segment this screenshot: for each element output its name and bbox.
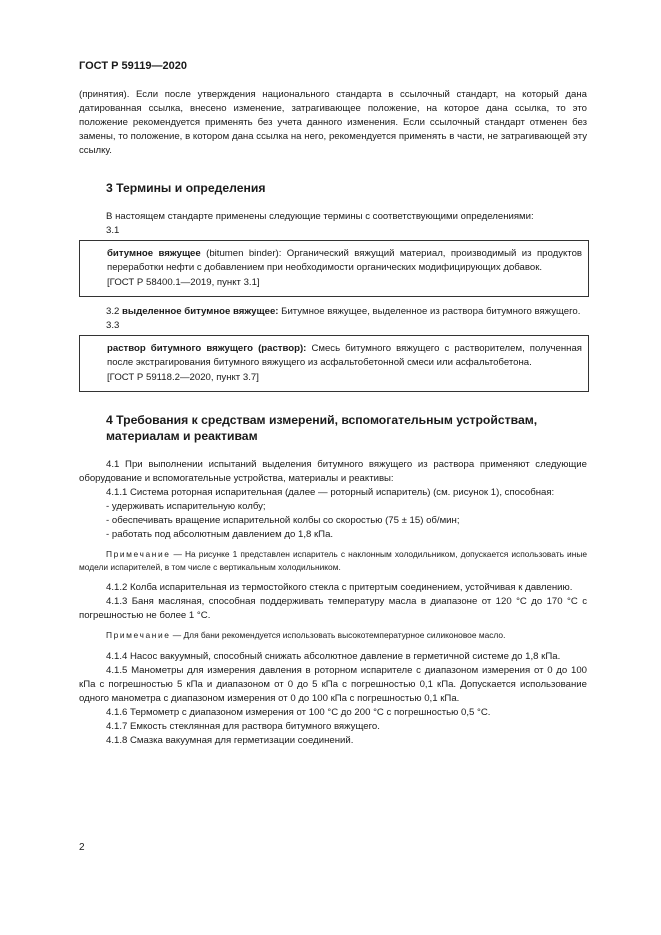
- term-3-1-reference: [ГОСТ Р 58400.1—2019, пункт 3.1]: [107, 277, 260, 288]
- note-2-text: — Для бани рекомендуется использовать высокотемпературное силиконовое масло.: [170, 630, 506, 640]
- section-4-heading-line1: 4 Требования к средствам измерений, вспомогательным устройствам,: [106, 413, 538, 427]
- page-number: 2: [79, 842, 85, 853]
- term-3-1-number: 3.1: [106, 225, 120, 236]
- clause-4-1-4: 4.1.4 Насос вакуумный, способный снижать абсолютное давление в герметичной системе до 1,8 кПа.: [106, 650, 561, 662]
- note-1-text: — На рисунке 1 представлен испаритель с наклонным холодильником, допускается использовать иные модели испарителей, в том числе с вертикальным холодильником.: [79, 549, 587, 572]
- term-3-3-reference: [ГОСТ Р 59118.2—2020, пункт 3.7]: [107, 372, 259, 383]
- term-3-3-definition: [107, 342, 582, 370]
- clause-4-1: 4.1 При выполнении испытаний выделения битумного вяжущего из раствора применяют следующие оборудование и вспомогательные устройства, материалы и реактивы:: [79, 459, 587, 484]
- note-2-label: Примечание: [106, 630, 171, 640]
- note-2: [79, 629, 587, 642]
- clause-4-1-5: 4.1.5 Манометры для измерения давления в роторном испарителе с диапазоном измерения от 0 до 100 кПа с погрешностью 5 кПа и диапазоном от 0 до 5 кПа с погрешностью 0,1 кПа. Допускается использование одного манометра с диапазоном измерения от 0 до 100 кПа с погрешностью 0,1 кПа.: [79, 664, 587, 704]
- term-3-2-number: 3.2: [106, 306, 120, 317]
- term-3-2-paragraph: [79, 305, 587, 319]
- term-3-3-number: 3.3: [106, 320, 120, 331]
- intro-paragraph: (принятия). Если после утверждения национального стандарта в ссылочный стандарт, на который дана датированная ссылка, внесено изменение, затрагивающее положение, на которое дана ссылка, то это положение рекомендуется применять без учета данного изменения. Если ссылочный стандарт отменен без замены, то положение, в котором дана ссылка на него, рекомендуется применять в части, не затрагивающей эту ссылку.: [79, 89, 587, 156]
- document-body: [79, 88, 587, 748]
- section-4-heading-line2: материалам и реактивам: [106, 429, 258, 443]
- term-3-1-definition: [107, 247, 582, 275]
- clause-4-1-8: 4.1.8 Смазка вакуумная для герметизации соединений.: [106, 734, 354, 746]
- section-4-heading: [79, 412, 587, 444]
- clause-4-1-2: 4.1.2 Колба испарительная из термостойкого стекла с притертым соединением, устойчивая к давлению.: [106, 582, 573, 593]
- term-3-3-text: Смесь битумного вяжущего с растворителем, полученная после экстрагирования битумного вяжущего из асфальтобетонной смеси или асфальтобетона.: [107, 343, 582, 368]
- list-item: - удерживать испарительную колбу;: [106, 501, 266, 512]
- list-item: - обеспечивать вращение испарительной колбы со скоростью (75 ± 15) об/мин;: [106, 515, 460, 526]
- note-1: [79, 548, 587, 573]
- term-3-2-text: Битумное вяжущее, выделенное из раствора битумного вяжущего.: [278, 306, 581, 317]
- clause-4-1-6: 4.1.6 Термометр с диапазоном измерения от 100 °С до 200 °С с погрешностью 0,5 °С.: [106, 706, 491, 718]
- document-header: ГОСТ Р 59119—2020: [79, 60, 187, 72]
- term-3-1-term: битумное вяжущее: [107, 248, 201, 259]
- note-1-label: Примечание: [106, 549, 171, 559]
- term-3-2-term: выделенное битумное вяжущее:: [122, 306, 279, 317]
- section-3-lead: В настоящем стандарте применены следующие термины с соответствующими определениями:: [106, 211, 534, 222]
- clause-4-1-1: 4.1.1 Система роторная испарительная (далее — роторный испаритель) (см. рисунок 1), способная:: [106, 487, 555, 498]
- list-item: - работать под абсолютным давлением до 1,8 кПа.: [106, 529, 334, 540]
- clause-4-1-3: 4.1.3 Баня масляная, способная поддерживать температуру масла в диапазоне от 120 °С до 170 °С с погрешностью не более 1 °С.: [79, 596, 587, 621]
- term-3-1-text: Органический вяжущий материал, производимый из продуктов переработки нефти с добавлением при необходимости органических модифицирующих добавок.: [107, 248, 583, 273]
- term-3-3-box: [79, 335, 589, 392]
- section-3-heading: 3 Термины и определения: [106, 181, 266, 195]
- clause-4-1-7: 4.1.7 Емкость стеклянная для раствора битумного вяжущего.: [106, 720, 380, 732]
- term-3-1-term-en: (bitumen binder):: [200, 248, 282, 259]
- term-3-1-box: [79, 240, 589, 297]
- term-3-3-term: раствор битумного вяжущего (раствор):: [107, 343, 307, 354]
